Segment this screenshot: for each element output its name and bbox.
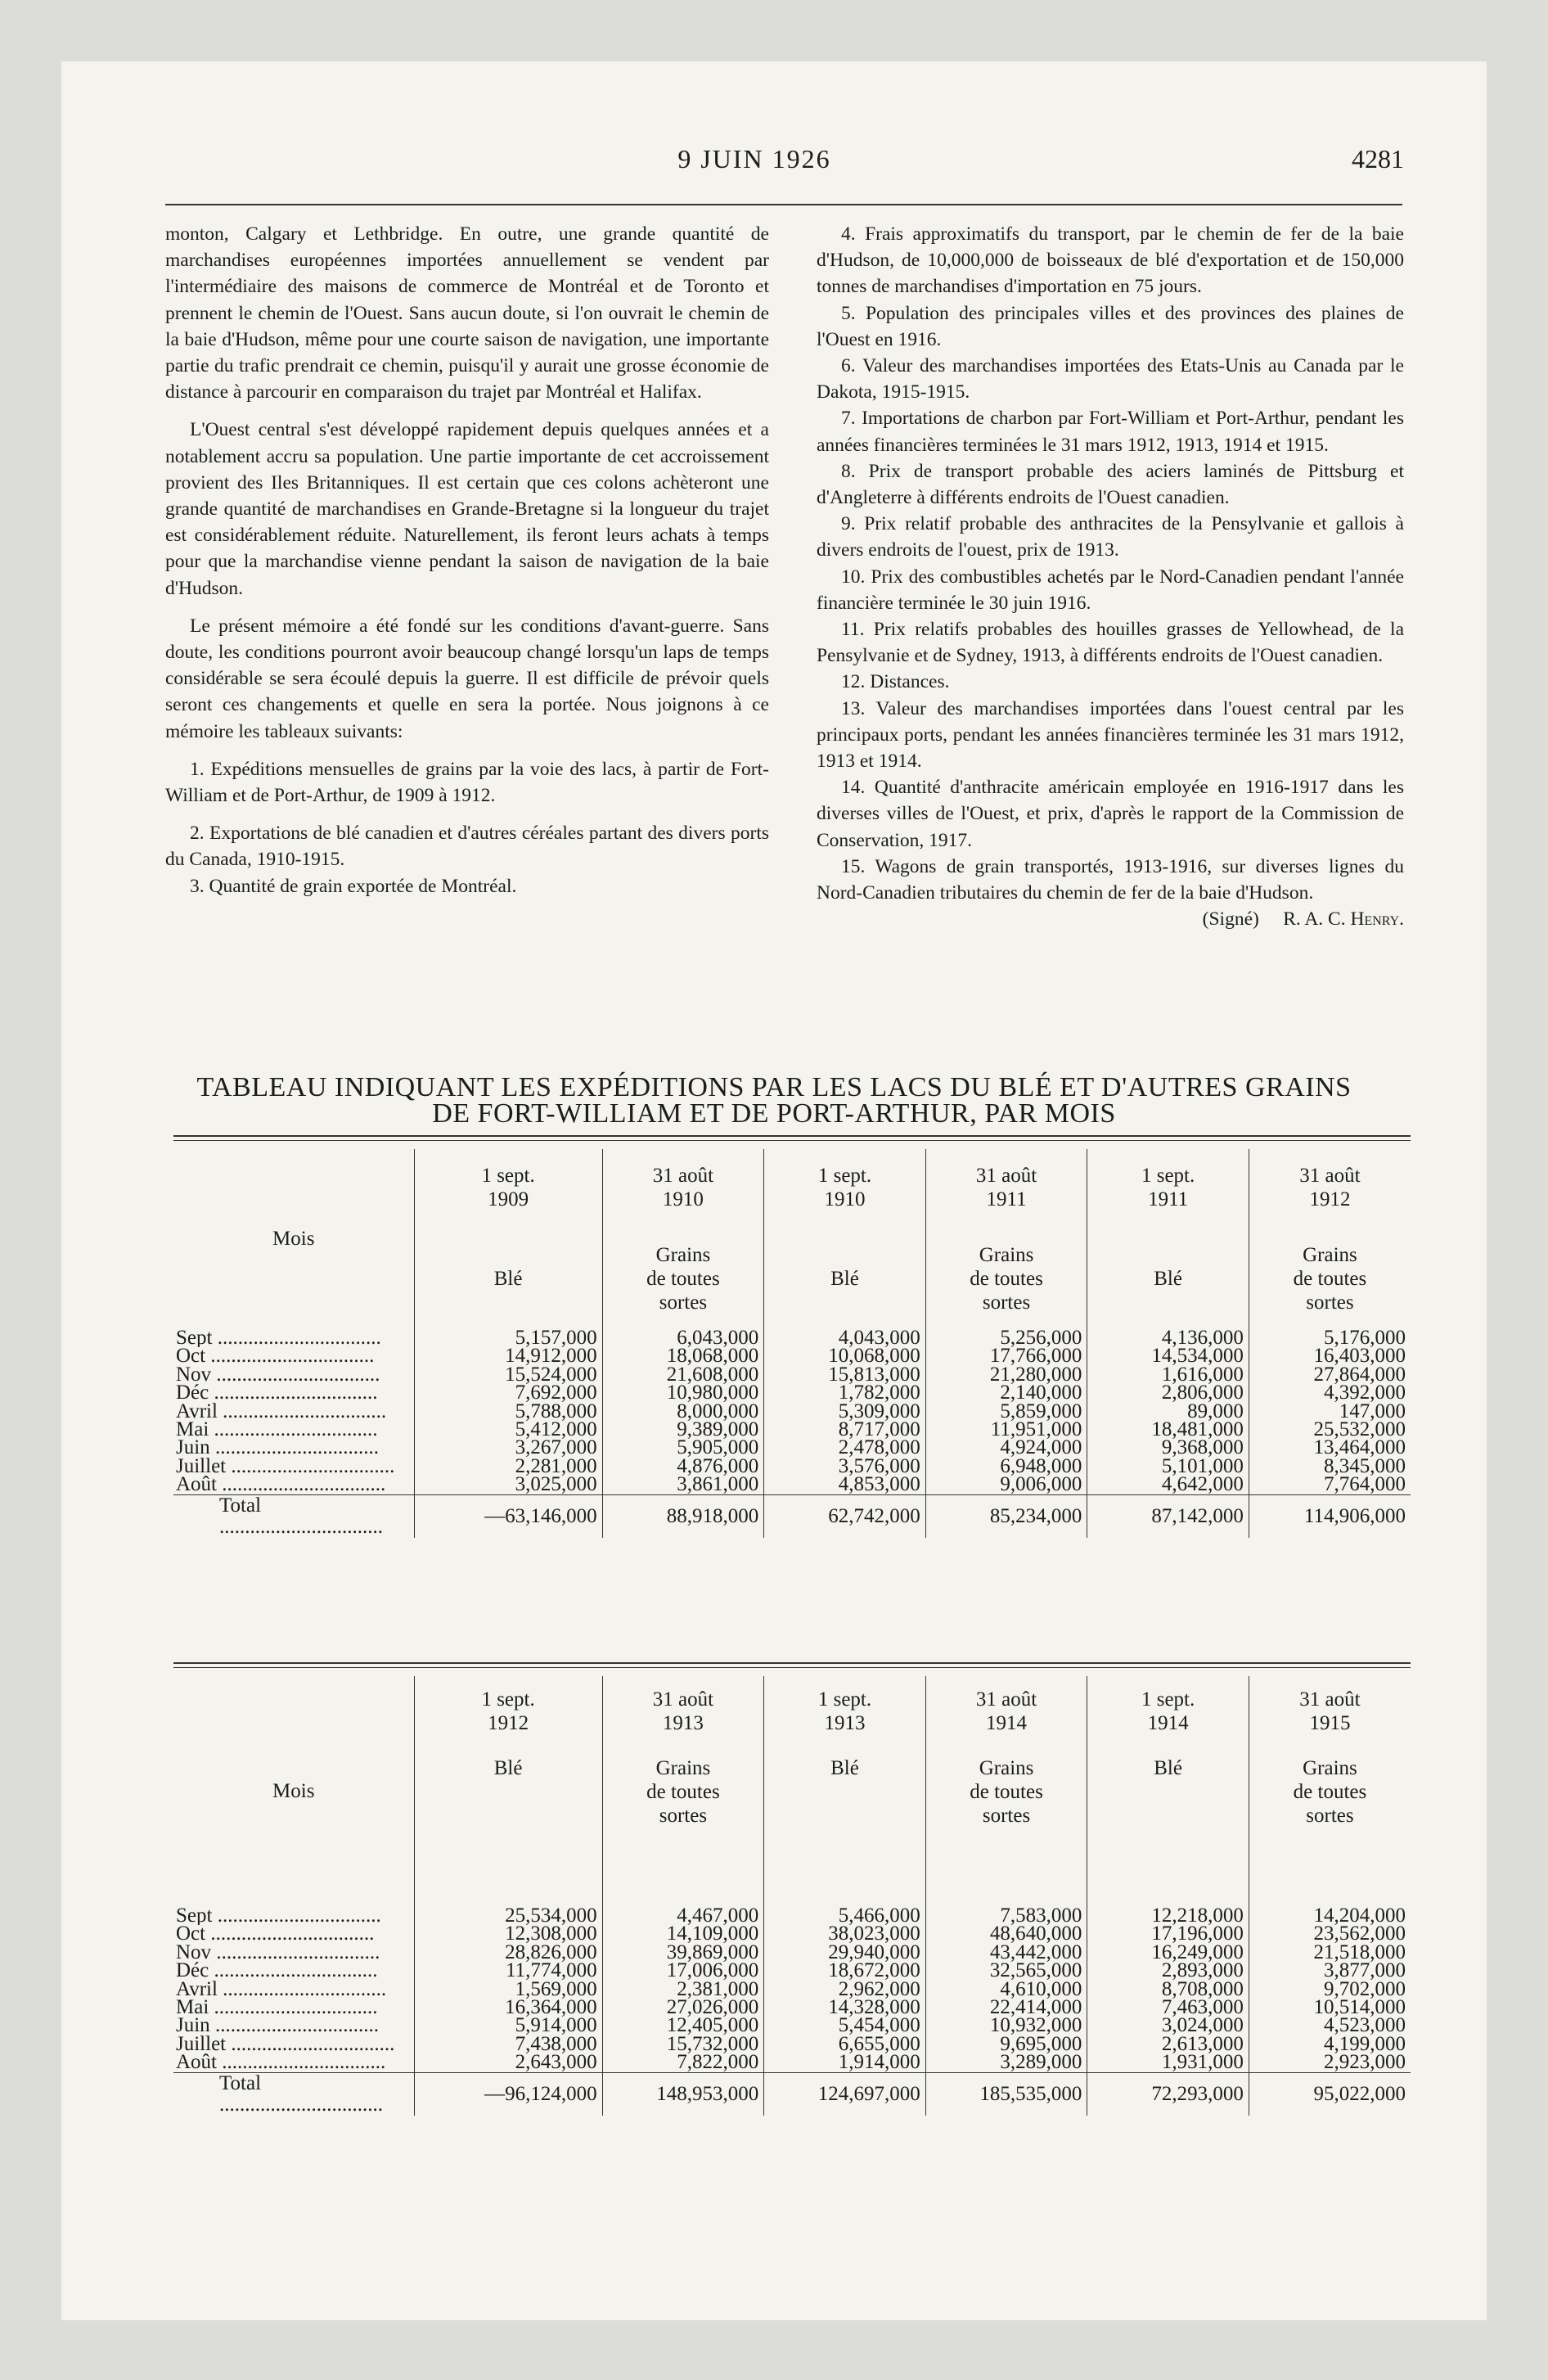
table1-top-rule-thin <box>173 1140 1411 1141</box>
table-cell: 7,463,000 <box>1087 1999 1249 2017</box>
table-cell: 38,023,000 <box>764 1925 926 1943</box>
list-item: 14. Quantité d'anthracite américain employée en 1916-1917 dans les diverses villes de l'Ouest, et prix, d'après le rapport de la Commission de Conservation, 1917. <box>817 777 1404 851</box>
table2-top-rule-thin <box>173 1667 1411 1668</box>
table-cell: 10,980,000 <box>602 1384 764 1402</box>
total-row <box>173 2072 1411 2116</box>
table-cell: 14,328,000 <box>764 1999 926 2017</box>
table-cell: 147,000 <box>1249 1403 1411 1421</box>
table-cell: 1,616,000 <box>1087 1366 1249 1384</box>
table-cell: 12,308,000 <box>414 1925 602 1943</box>
table-cell: 5,157,000 <box>414 1329 602 1347</box>
table-cell: 3,024,000 <box>1087 2017 1249 2035</box>
table-cell: 3,025,000 <box>414 1476 602 1494</box>
table-cell: 13,464,000 <box>1249 1439 1411 1457</box>
month-label: Nov ..... <box>173 1366 414 1384</box>
table-cell: 14,912,000 <box>414 1347 602 1365</box>
table-cell: 8,000,000 <box>602 1403 764 1421</box>
table-cell: 14,534,000 <box>1087 1347 1249 1365</box>
table-cell: 12,405,000 <box>602 2017 764 2035</box>
column-header-date: 1 sept. 1911 <box>1087 1149 1249 1228</box>
column-header-date: 1 sept. 1913 <box>764 1676 926 1748</box>
table-cell: 23,562,000 <box>1249 1925 1411 1943</box>
column-header-date: 31 août 1912 <box>1249 1149 1411 1228</box>
signature-name: R. A. C. Henry. <box>1283 908 1404 931</box>
data-table-2 <box>173 1676 1411 2116</box>
column-header-date: 1 sept. 1912 <box>414 1676 602 1748</box>
column-header-kind: Blé <box>764 1748 926 1907</box>
page-number: 4281 <box>1352 144 1404 174</box>
total-value: 124,697,000 <box>764 2072 926 2116</box>
table-cell: 1,569,000 <box>414 1981 602 1999</box>
table-cell: 2,806,000 <box>1087 1384 1249 1402</box>
right-column <box>817 221 1404 932</box>
table-cell: 4,876,000 <box>602 1458 764 1476</box>
data-table-1 <box>173 1149 1411 1538</box>
table-cell: 28,826,000 <box>414 1944 602 1962</box>
column-header-date: 31 août 1913 <box>602 1676 764 1748</box>
table-cell: 48,640,000 <box>925 1925 1087 1943</box>
table-cell: 4,043,000 <box>764 1329 926 1347</box>
table-cell: 18,672,000 <box>764 1962 926 1980</box>
table-cell: 4,610,000 <box>925 1981 1087 1999</box>
list-item: 3. Quantité de grain exportée de Montréal. <box>190 875 517 897</box>
table-cell: 5,256,000 <box>925 1329 1087 1347</box>
table-cell: 4,136,000 <box>1087 1329 1249 1347</box>
table-cell: 3,267,000 <box>414 1439 602 1457</box>
column-header-kind: Grains de toutes sortes <box>602 1228 764 1329</box>
table-cell: 10,068,000 <box>764 1347 926 1365</box>
total-value: 85,234,000 <box>925 1494 1087 1538</box>
table-cell: 3,289,000 <box>925 2053 1087 2072</box>
total-value: 62,742,000 <box>764 1494 926 1538</box>
table-cell: 5,859,000 <box>925 1403 1087 1421</box>
table-cell: 4,467,000 <box>602 1907 764 1925</box>
page-header <box>105 144 1404 177</box>
table-cell: 6,655,000 <box>764 2035 926 2053</box>
table-cell: 9,695,000 <box>925 2035 1087 2053</box>
table-cell: 7,764,000 <box>1249 1476 1411 1494</box>
table-cell: 2,893,000 <box>1087 1962 1249 1980</box>
table-cell: 27,864,000 <box>1249 1366 1411 1384</box>
list-item: 6. Valeur des marchandises importées des Etats-Unis au Canada par le Dakota, 1915-1915. <box>817 355 1404 403</box>
table-cell: 9,368,000 <box>1087 1439 1249 1457</box>
month-label: Août ..... <box>173 1476 414 1494</box>
table-cell: 7,822,000 <box>602 2053 764 2072</box>
table-cell: 9,006,000 <box>925 1476 1087 1494</box>
total-value: —63,146,000 <box>414 1494 602 1538</box>
table-title-line1: TABLEAU INDIQUANT LES EXPÉDITIONS PAR LES LACS DU BLÉ ET D'AUTRES GRAINS <box>196 1072 1352 1102</box>
month-label: Oct ..... <box>173 1347 414 1365</box>
table-cell: 5,412,000 <box>414 1421 602 1439</box>
column-header-date: 1 sept. 1910 <box>764 1149 926 1228</box>
column-header-kind: Grains de toutes sortes <box>925 1228 1087 1329</box>
month-label: Avril ..... <box>173 1403 414 1421</box>
total-label: Total ..... <box>173 2072 414 2116</box>
column-header-kind: Blé <box>1087 1748 1249 1907</box>
table-cell: 18,481,000 <box>1087 1421 1249 1439</box>
table-title-line2: DE FORT-WILLIAM ET DE PORT-ARTHUR, PAR MOIS <box>432 1098 1116 1129</box>
total-value: 87,142,000 <box>1087 1494 1249 1538</box>
table-cell: 2,478,000 <box>764 1439 926 1457</box>
month-label: Sept ..... <box>173 1907 414 1925</box>
column-header-kind: Blé <box>414 1748 602 1907</box>
table-cell: 21,280,000 <box>925 1366 1087 1384</box>
column-header-date: 31 août 1915 <box>1249 1676 1411 1748</box>
table-cell: 17,196,000 <box>1087 1925 1249 1943</box>
list-item: 11. Prix relatifs probables des houilles grasses de Yellowhead, de la Pensylvanie et de Sydney, 1913, à différents endroits de l'Ouest canadien. <box>817 619 1404 667</box>
table-cell: 7,583,000 <box>925 1907 1087 1925</box>
total-value: 95,022,000 <box>1249 2072 1411 2116</box>
table-cell: 5,788,000 <box>414 1403 602 1421</box>
total-label: Total ..... <box>173 1494 414 1538</box>
column-header-date: 1 sept. 1909 <box>414 1149 602 1228</box>
table-cell: 3,877,000 <box>1249 1962 1411 1980</box>
table-row <box>173 1476 1411 1494</box>
table-cell: 25,532,000 <box>1249 1421 1411 1439</box>
table-cell: 6,043,000 <box>602 1329 764 1347</box>
column-header-kind: Grains de toutes sortes <box>602 1748 764 1907</box>
table-cell: 1,931,000 <box>1087 2053 1249 2072</box>
table-cell: 15,524,000 <box>414 1366 602 1384</box>
table-cell: 4,642,000 <box>1087 1476 1249 1494</box>
table-cell: 21,608,000 <box>602 1366 764 1384</box>
table-cell: 16,249,000 <box>1087 1944 1249 1962</box>
table-cell: 10,932,000 <box>925 2017 1087 2035</box>
table-row <box>173 2053 1411 2072</box>
table-cell: 5,101,000 <box>1087 1458 1249 1476</box>
table-cell: 22,414,000 <box>925 1999 1087 2017</box>
table-cell: 17,766,000 <box>925 1347 1087 1365</box>
list-item: 8. Prix de transport probable des aciers laminés de Pittsburg et d'Angleterre à différents endroits de l'Ouest canadien. <box>817 460 1404 509</box>
table-cell: 8,345,000 <box>1249 1458 1411 1476</box>
total-value: 148,953,000 <box>602 2072 764 2116</box>
table-cell: 14,204,000 <box>1249 1907 1411 1925</box>
table-cell: 3,576,000 <box>764 1458 926 1476</box>
table-cell: 1,782,000 <box>764 1384 926 1402</box>
month-label: Déc ..... <box>173 1384 414 1402</box>
column-header-kind: Grains de toutes sortes <box>925 1748 1087 1907</box>
column-header-mois: Mois <box>272 1780 315 1802</box>
table-cell: 16,403,000 <box>1249 1347 1411 1365</box>
column-header-date: 31 août 1914 <box>925 1676 1087 1748</box>
table-cell: 10,514,000 <box>1249 1999 1411 2017</box>
column-header-kind: Blé <box>1087 1228 1249 1329</box>
list-item: 15. Wagons de grain transportés, 1913-1916, sur diverses lignes du Nord-Canadien tributaires du chemin de fer de la baie d'Hudson. <box>817 855 1404 904</box>
table-cell: 11,951,000 <box>925 1421 1087 1439</box>
table-cell: 8,708,000 <box>1087 1981 1249 1999</box>
list-item: 10. Prix des combustibles achetés par le Nord-Canadien pendant l'année financière terminée le 30 juin 1916. <box>817 566 1404 614</box>
month-label: Sept ..... <box>173 1329 414 1347</box>
column-header-kind: Grains de toutes sortes <box>1249 1748 1411 1907</box>
month-label: Juin ..... <box>173 2017 414 2035</box>
table-cell: 5,309,000 <box>764 1403 926 1421</box>
total-value: 88,918,000 <box>602 1494 764 1538</box>
table-cell: 11,774,000 <box>414 1962 602 1980</box>
table-cell: 14,109,000 <box>602 1925 764 1943</box>
table2-top-rule <box>173 1662 1411 1664</box>
table-cell: 5,466,000 <box>764 1907 926 1925</box>
table-cell: 2,923,000 <box>1249 2053 1411 2072</box>
table-cell: 4,924,000 <box>925 1439 1087 1457</box>
month-label: Oct ..... <box>173 1925 414 1943</box>
table-cell: 29,940,000 <box>764 1944 926 1962</box>
month-label: Déc ..... <box>173 1962 414 1980</box>
column-header-mois: Mois <box>272 1228 315 1250</box>
table-cell: 2,643,000 <box>414 2053 602 2072</box>
month-label: Juillet ..... <box>173 1458 414 1476</box>
table-cell: 15,813,000 <box>764 1366 926 1384</box>
list-item: 2. Exportations de blé canadien et d'autres céréales partant des divers ports du Canada, 1910-1915. <box>165 823 769 871</box>
total-value: 72,293,000 <box>1087 2072 1249 2116</box>
list-item: 12. Distances. <box>841 671 950 693</box>
list-item: 4. Frais approximatifs du transport, par le chemin de fer de la baie d'Hudson, de 10,000,000 de boisseaux de blé d'exportation et de 150,000 tonnes de marchandises d'importation en 75 jours. <box>817 223 1404 298</box>
table-cell: 3,861,000 <box>602 1476 764 1494</box>
month-label: Nov ..... <box>173 1944 414 1962</box>
table-cell: 7,692,000 <box>414 1384 602 1402</box>
month-label: Mai ..... <box>173 1421 414 1439</box>
table-cell: 7,438,000 <box>414 2035 602 2053</box>
table-cell: 4,199,000 <box>1249 2035 1411 2053</box>
table-cell: 1,914,000 <box>764 2053 926 2072</box>
signature <box>817 906 1404 932</box>
paragraph: monton, Calgary et Lethbridge. En outre, une grande quantité de marchandises européennes importées annuellement se vendent par l'intermédiaire des maisons de commerce de Montréal et de Toronto et prennent le chemin de l'Ouest. Sans aucun doute, si l'on ouvrait le chemin de la baie d'Hudson, même pour une courte saison de navigation, une importante partie du trafic prendrait ce chemin, puisqu'il y aurait une grosse économie de distance à parcourir en comparaison du trajet par Montréal et Halifax. <box>165 223 769 403</box>
header-rule <box>165 204 1402 205</box>
column-header-kind: Grains de toutes sortes <box>1249 1228 1411 1329</box>
list-item: 9. Prix relatif probable des anthracites de la Pensylvanie et gallois à divers endroits de l'ouest, prix de 1913. <box>817 513 1404 561</box>
table-cell: 16,364,000 <box>414 1999 602 2017</box>
column-header-date: 31 août 1910 <box>602 1149 764 1228</box>
table-cell: 21,518,000 <box>1249 1944 1411 1962</box>
table-cell: 2,140,000 <box>925 1384 1087 1402</box>
table-cell: 9,702,000 <box>1249 1981 1411 1999</box>
total-value: 114,906,000 <box>1249 1494 1411 1538</box>
table-cell: 27,026,000 <box>602 1999 764 2017</box>
table-cell: 5,454,000 <box>764 2017 926 2035</box>
table-cell: 32,565,000 <box>925 1962 1087 1980</box>
table-cell: 9,389,000 <box>602 1421 764 1439</box>
table-cell: 8,717,000 <box>764 1421 926 1439</box>
month-label: Août ..... <box>173 2053 414 2072</box>
column-header-kind: Blé <box>764 1228 926 1329</box>
table-cell: 17,006,000 <box>602 1962 764 1980</box>
total-row <box>173 1494 1411 1538</box>
table-cell: 2,381,000 <box>602 1981 764 1999</box>
total-value: —96,124,000 <box>414 2072 602 2116</box>
paragraph: Le présent mémoire a été fondé sur les conditions d'avant-guerre. Sans doute, les conditions pourront avoir beaucoup changé lorsqu'un laps de temps considérable se sera écoulé depuis la guerre. Il est difficile de prévoir quels seront ces changements et quelle en sera la portée. Nous joignons à ce mémoire les tableaux suivants: <box>165 615 769 742</box>
left-column <box>165 221 769 899</box>
column-header-date: 1 sept. 1914 <box>1087 1676 1249 1748</box>
table-cell: 15,732,000 <box>602 2035 764 2053</box>
table-cell: 2,613,000 <box>1087 2035 1249 2053</box>
table-cell: 5,914,000 <box>414 2017 602 2035</box>
table-cell: 43,442,000 <box>925 1944 1087 1962</box>
paragraph: L'Ouest central s'est développé rapidement depuis quelques années et a notablement accru sa population. Une partie importante de cet accroissement provient des Iles Britanniques. Il est certain que ces colons achèteront une grande quantité de marchandises en Grande-Bretagne si la longueur du trajet est considérablement réduite. Naturellement, ils feront leurs achats à temps pour que la marchandise vienne pendant la saison de navigation de la baie d'Hudson. <box>165 419 769 599</box>
column-header-kind: Blé <box>414 1228 602 1329</box>
list-item: 1. Expéditions mensuelles de grains par la voie des lacs, à partir de Fort-William et de Port-Arthur, de 1909 à 1912. <box>165 758 769 807</box>
month-label: Avril ..... <box>173 1981 414 1999</box>
table-cell: 5,176,000 <box>1249 1329 1411 1347</box>
table-cell: 4,523,000 <box>1249 2017 1411 2035</box>
table-cell: 4,392,000 <box>1249 1384 1411 1402</box>
table-cell: 5,905,000 <box>602 1439 764 1457</box>
table-cell: 18,068,000 <box>602 1347 764 1365</box>
list-item: 7. Importations de charbon par Fort-William et Port-Arthur, pendant les années financières terminées le 31 mars 1912, 1913, 1914 et 1915. <box>817 408 1404 456</box>
list-item: 13. Valeur des marchandises importées dans l'ouest central par les principaux ports, pendant les années financières terminée les 31 mars 1912, 1913 et 1914. <box>817 697 1404 773</box>
total-value: 185,535,000 <box>925 2072 1087 2116</box>
page-date: 9 JUIN 1926 <box>677 144 831 174</box>
table-cell: 2,962,000 <box>764 1981 926 1999</box>
table-cell: 39,869,000 <box>602 1944 764 1962</box>
table-cell: 12,218,000 <box>1087 1907 1249 1925</box>
table-cell: 25,534,000 <box>414 1907 602 1925</box>
month-label: Mai ..... <box>173 1999 414 2017</box>
table1-top-rule <box>173 1135 1411 1137</box>
table-cell: 4,853,000 <box>764 1476 926 1494</box>
list-item: 5. Population des principales villes et des provinces des plaines de l'Ouest en 1916. <box>817 302 1404 350</box>
table-cell: 89,000 <box>1087 1403 1249 1421</box>
month-label: Juin ..... <box>173 1439 414 1457</box>
month-label: Juillet ..... <box>173 2035 414 2053</box>
signature-prefix: (Signé) <box>1202 908 1259 931</box>
column-header-date: 31 août 1911 <box>925 1149 1087 1228</box>
table-cell: 6,948,000 <box>925 1458 1087 1476</box>
table-cell: 2,281,000 <box>414 1458 602 1476</box>
